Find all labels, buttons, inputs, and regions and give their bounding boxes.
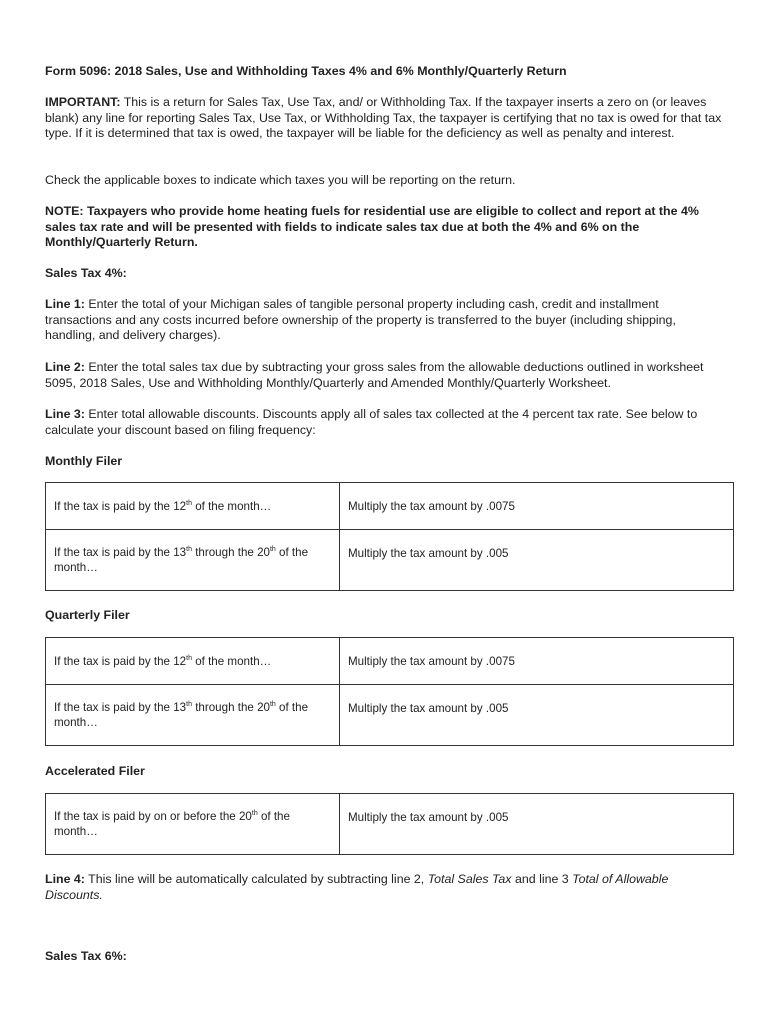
sales-tax-4-heading: Sales Tax 4%: xyxy=(45,266,127,280)
important-paragraph xyxy=(45,95,725,142)
form-title: Form 5096: 2018 Sales, Use and Withholding Taxes 4% and 6% Monthly/Quarterly Return xyxy=(45,64,567,78)
line-3-text: Enter total allowable discounts. Discounts apply all of sales tax collected at the 4 percent tax rate. See below to calculate your discount based on filing frequency: xyxy=(45,407,698,437)
table-row xyxy=(46,685,734,746)
important-label: IMPORTANT: xyxy=(45,95,121,109)
line-4-label: Line 4: xyxy=(45,872,85,886)
multiplier-cell: Multiply the tax amount by .005 xyxy=(340,794,734,855)
note-paragraph: NOTE: Taxpayers who provide home heating fuels for residential use are eligible to collect and report at the 4% sales tax rate and will be presented with fields to indicate sales tax due at both the 4% and 6% on the Monthly/Quarterly Return. xyxy=(45,204,699,249)
allowable-discounts-term: Total of Allowable Discounts. xyxy=(45,872,669,902)
accelerated-filer-heading: Accelerated Filer xyxy=(45,764,145,778)
monthly-filer-table xyxy=(45,482,734,591)
check-boxes-instruction: Check the applicable boxes to indicate which taxes you will be reporting on the return. xyxy=(45,173,516,187)
line-2-paragraph xyxy=(45,360,725,391)
condition-cell: If the tax is paid by the 13th through the 20th of the month… xyxy=(46,530,340,591)
accelerated-filer-table xyxy=(45,793,734,855)
line-2-label: Line 2: xyxy=(45,360,85,374)
line-2-text: Enter the total sales tax due by subtracting your gross sales from the allowable deductions outlined in worksheet 5095, 2018 Sales, Use and Withholding Monthly/Quarterly and Amended Monthly/Quarterly Worksheet. xyxy=(45,360,704,390)
table-row xyxy=(46,530,734,591)
multiplier-cell: Multiply the tax amount by .005 xyxy=(340,530,734,591)
condition-cell: If the tax is paid by the 12th of the month… xyxy=(46,638,340,685)
table-row xyxy=(46,638,734,685)
condition-cell: If the tax is paid by the 12th of the month… xyxy=(46,483,340,530)
quarterly-filer-table xyxy=(45,637,734,746)
multiplier-cell: Multiply the tax amount by .0075 xyxy=(340,483,734,530)
table-row xyxy=(46,483,734,530)
line-3-label: Line 3: xyxy=(45,407,85,421)
important-text: This is a return for Sales Tax, Use Tax, and/ or Withholding Tax. If the taxpayer inserts a zero on (or leaves blank) any line for reporting Sales Tax, Use Tax, or Withholding Tax, the taxpayer is certifying that no tax is owed for that tax type. If it is determined that tax is owed, the taxpayer will be liable for the deficiency as well as penalty and interest. xyxy=(45,95,722,140)
line-4-paragraph: Line 4: This line will be automatically calculated by subtracting line 2, Total Sales Tax and line 3 Total of Allowable Discounts. xyxy=(45,872,669,902)
line-3-paragraph xyxy=(45,407,725,438)
line-1-paragraph xyxy=(45,297,725,344)
table-row xyxy=(46,794,734,855)
multiplier-cell: Multiply the tax amount by .005 xyxy=(340,685,734,746)
quarterly-filer-heading: Quarterly Filer xyxy=(45,608,130,622)
line-1-text: Enter the total of your Michigan sales of tangible personal property including cash, credit and installment transactions and any costs incurred before ownership of the property is transferred to the buyer (including shipping, handling, and delivery charges). xyxy=(45,297,676,342)
sales-tax-6-heading: Sales Tax 6%: xyxy=(45,949,127,963)
condition-cell: If the tax is paid by the 13th through the 20th of the month… xyxy=(46,685,340,746)
condition-cell: If the tax is paid by on or before the 20th of the month… xyxy=(46,794,340,855)
monthly-filer-heading: Monthly Filer xyxy=(45,454,123,468)
line-1-label: Line 1: xyxy=(45,297,85,311)
total-sales-tax-term: Total Sales Tax xyxy=(427,872,512,886)
multiplier-cell: Multiply the tax amount by .0075 xyxy=(340,638,734,685)
